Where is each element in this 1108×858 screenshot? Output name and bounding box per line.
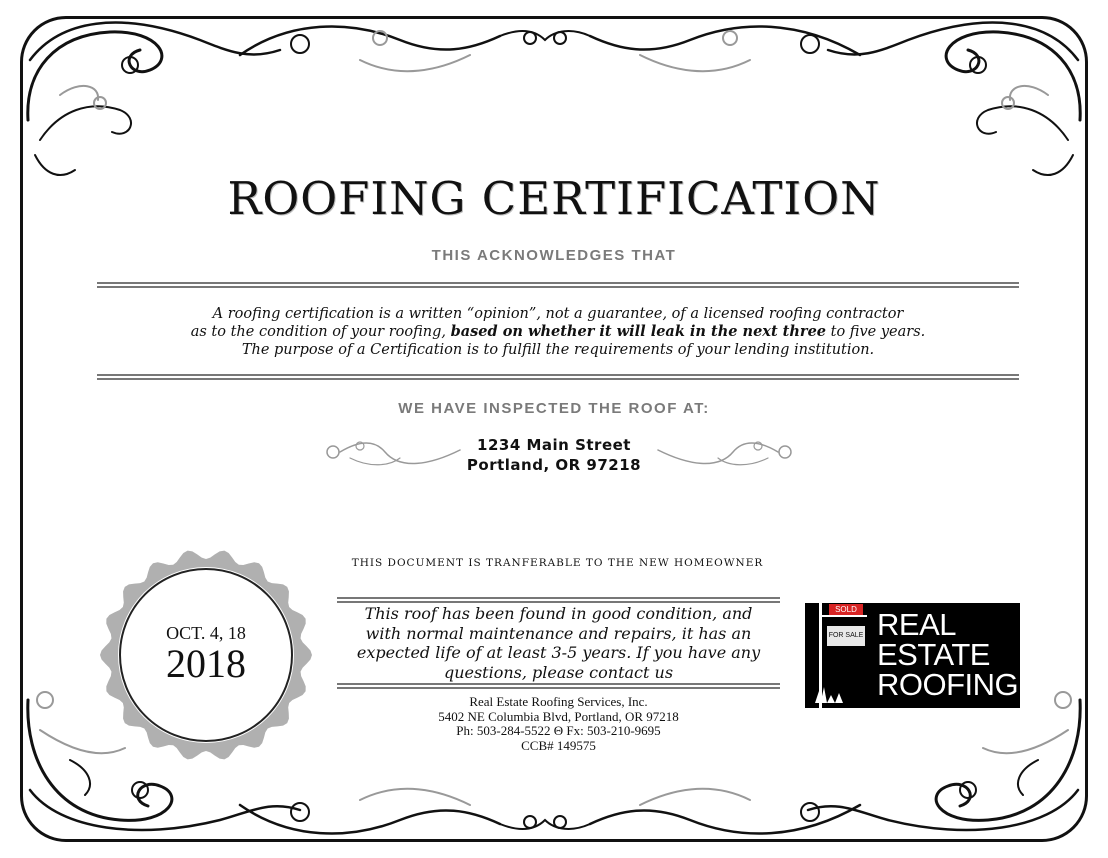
inspected-heading: WE HAVE INSPECTED THE ROOF AT: (398, 400, 710, 417)
property-address (0, 435, 1108, 475)
certificate-title: ROOFING CERTIFICATION (227, 172, 881, 225)
address-line-street: 1234 Main Street (477, 436, 631, 454)
company-ccb: CCB# 149575 (521, 737, 596, 753)
logo-word-roofing: ROOFING (877, 667, 1019, 702)
condition-line: questions, please contact us (443, 662, 674, 682)
statement-text: to five years. (826, 324, 926, 340)
statement-emphasis: based on whether it will leak in the next three (450, 323, 827, 340)
company-address: 5402 NE Columbia Blvd, Portland, OR 97218 (438, 708, 679, 724)
condition-line: with normal maintenance and repairs, it has an (365, 623, 752, 643)
condition-statement (337, 604, 780, 682)
divider-rule (337, 683, 780, 685)
logo-sold-sign: SOLD (829, 604, 863, 615)
flourish-bottom-right (808, 692, 1080, 830)
certification-statement (97, 305, 1019, 359)
statement-text: as to the condition of your roofing, (190, 324, 451, 340)
statement-line: The purpose of a Certification is to fulfill the requirements of your lending institution. (241, 342, 875, 358)
flourish-top-left (28, 23, 280, 175)
flourish-top-right (828, 23, 1080, 175)
logo-word-real: REAL (877, 607, 956, 642)
divider-rule (97, 282, 1019, 284)
acknowledges-heading: THIS ACKNOWLEDGES THAT (431, 247, 677, 264)
logo-for-sale-sign: FOR SALE (827, 626, 865, 646)
logo-word-estate: ESTATE (877, 637, 990, 672)
condition-line: This roof has been found in good condition, and (364, 604, 753, 623)
company-phone: Ph: 503-284-5522 Θ Fx: 503-210-9695 (456, 723, 661, 738)
divider-rule (97, 374, 1019, 376)
address-line-city: Portland, OR 97218 (466, 456, 642, 474)
company-logo (805, 603, 1020, 708)
condition-line: expected life of at least 3-5 years. If you have any (356, 643, 761, 662)
divider-rule (97, 378, 1019, 380)
flourish-top-center (240, 26, 860, 71)
seal-date: OCT. 4, 18 (166, 623, 246, 643)
flourish-bottom-center (240, 789, 860, 834)
divider-rule (337, 597, 780, 599)
seal-year: 2018 (166, 641, 246, 686)
divider-rule (337, 601, 780, 603)
statement-line (97, 323, 1019, 341)
company-info (337, 695, 780, 753)
statement-line: A roofing certification is a written “opinion”, not a guarantee, of a licensed roofing contractor (212, 306, 904, 322)
divider-rule (97, 286, 1019, 288)
transferable-note: THIS DOCUMENT IS TRANFERABLE TO THE NEW HOMEOWNER (351, 557, 764, 569)
divider-rule (337, 687, 780, 689)
company-name: Real Estate Roofing Services, Inc. (469, 694, 648, 709)
